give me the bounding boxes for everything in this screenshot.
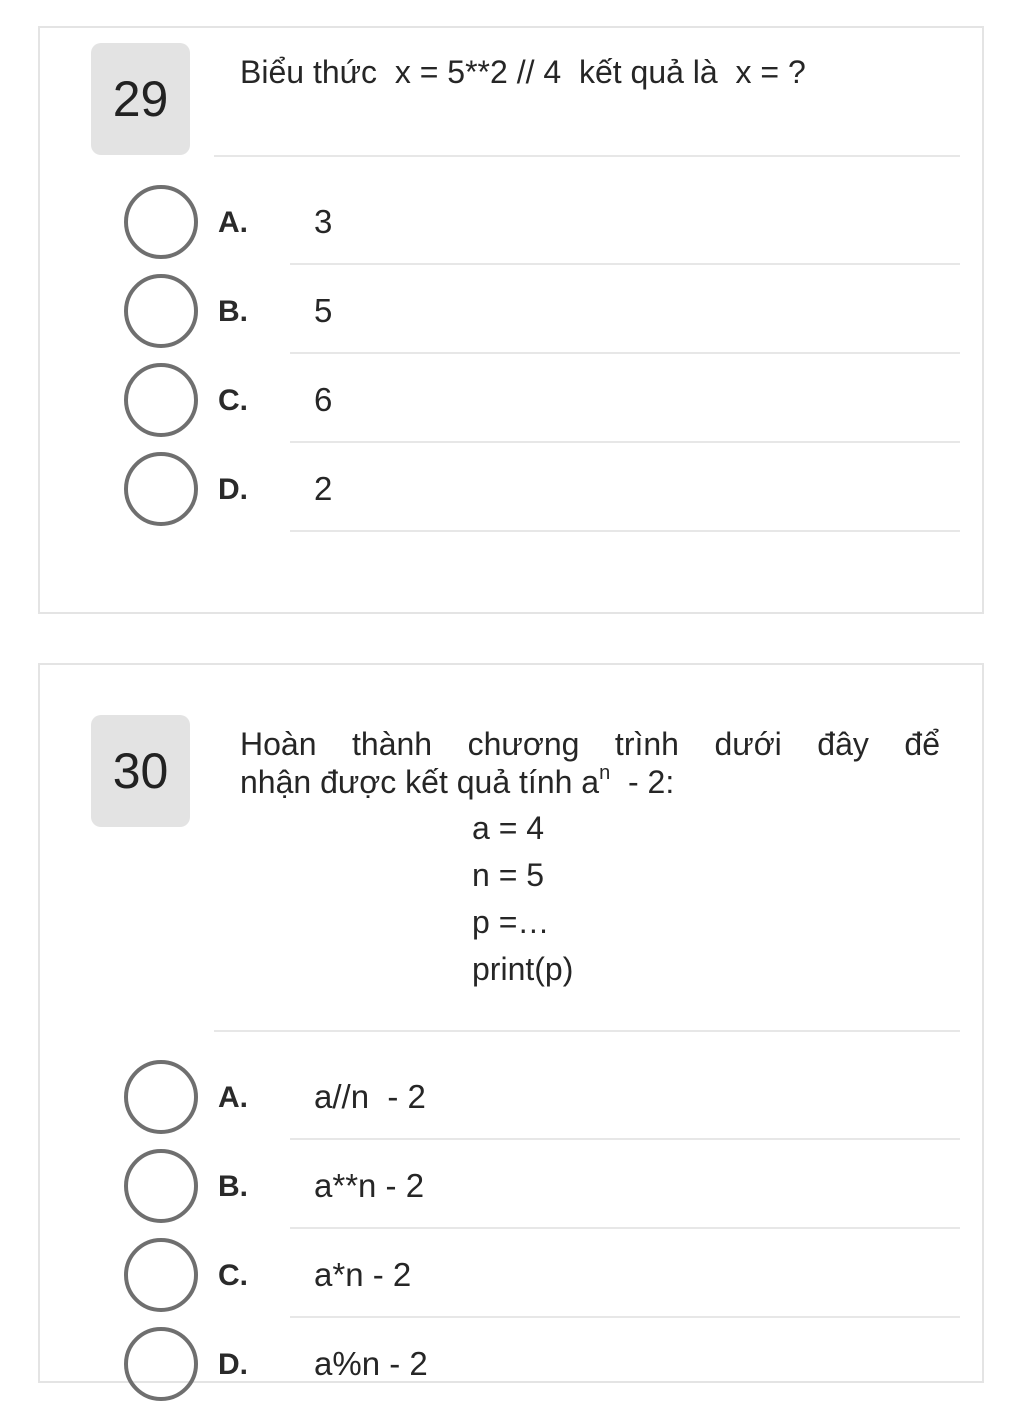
option-letter: D. bbox=[218, 473, 248, 506]
option-text: a*n - 2 bbox=[314, 1256, 412, 1293]
divider bbox=[290, 1227, 960, 1229]
option-letter: C. bbox=[218, 1259, 248, 1292]
question-text-part: - 2: bbox=[610, 764, 675, 800]
question-text bbox=[240, 725, 940, 801]
option-letter: C. bbox=[218, 384, 248, 417]
divider bbox=[290, 1138, 960, 1140]
option-a[interactable] bbox=[124, 185, 960, 273]
radio-button[interactable] bbox=[124, 1060, 198, 1134]
exponent: n bbox=[599, 762, 611, 784]
radio-button[interactable] bbox=[124, 363, 198, 437]
code-line: print(p) bbox=[472, 951, 574, 987]
option-text: 2 bbox=[314, 470, 333, 507]
option-a[interactable] bbox=[124, 1060, 960, 1148]
option-text: 5 bbox=[314, 292, 333, 329]
option-c[interactable] bbox=[124, 1238, 960, 1326]
question-expression: x = 5**2 // 4 bbox=[394, 54, 562, 90]
code-line: a = 4 bbox=[472, 810, 545, 846]
radio-button[interactable] bbox=[124, 274, 198, 348]
divider bbox=[290, 530, 960, 532]
question-text-line bbox=[240, 763, 940, 801]
option-b[interactable] bbox=[124, 1149, 960, 1237]
radio-button[interactable] bbox=[124, 1149, 198, 1223]
option-d[interactable] bbox=[124, 1327, 960, 1415]
option-letter: B. bbox=[218, 1170, 248, 1203]
divider bbox=[214, 1030, 960, 1032]
question-text bbox=[240, 54, 806, 91]
radio-button[interactable] bbox=[124, 185, 198, 259]
option-letter: D. bbox=[218, 1348, 248, 1381]
option-b[interactable] bbox=[124, 274, 960, 362]
radio-button[interactable] bbox=[124, 1238, 198, 1312]
divider bbox=[290, 263, 960, 265]
option-text: 3 bbox=[314, 203, 333, 240]
code-line: p =… bbox=[472, 904, 550, 940]
code-snippet bbox=[472, 805, 573, 993]
question-text-line: Hoàn thành chương trình dưới đây để bbox=[240, 726, 940, 762]
question-card-30 bbox=[38, 663, 984, 1383]
question-expression: x = ? bbox=[735, 54, 806, 90]
option-text: 6 bbox=[314, 381, 333, 418]
option-letter: A. bbox=[218, 1081, 248, 1114]
divider bbox=[290, 352, 960, 354]
radio-button[interactable] bbox=[124, 452, 198, 526]
option-text: a%n - 2 bbox=[314, 1345, 428, 1382]
question-number-badge: 29 bbox=[91, 43, 190, 155]
question-card-29 bbox=[38, 26, 984, 614]
question-text-part: Biểu thức bbox=[240, 54, 395, 90]
option-letter: A. bbox=[218, 206, 248, 239]
option-c[interactable] bbox=[124, 363, 960, 451]
option-text: a**n - 2 bbox=[314, 1167, 425, 1204]
option-text: a//n - 2 bbox=[314, 1078, 426, 1115]
option-letter: B. bbox=[218, 295, 248, 328]
code-line: n = 5 bbox=[472, 857, 545, 893]
divider bbox=[290, 1316, 960, 1318]
divider bbox=[290, 441, 960, 443]
option-d[interactable] bbox=[124, 452, 960, 540]
question-text-part: nhận được kết quả tính a bbox=[240, 764, 600, 800]
question-number-badge: 30 bbox=[91, 715, 190, 827]
question-text-part: kết quả là bbox=[561, 54, 736, 90]
divider bbox=[214, 155, 960, 157]
radio-button[interactable] bbox=[124, 1327, 198, 1401]
